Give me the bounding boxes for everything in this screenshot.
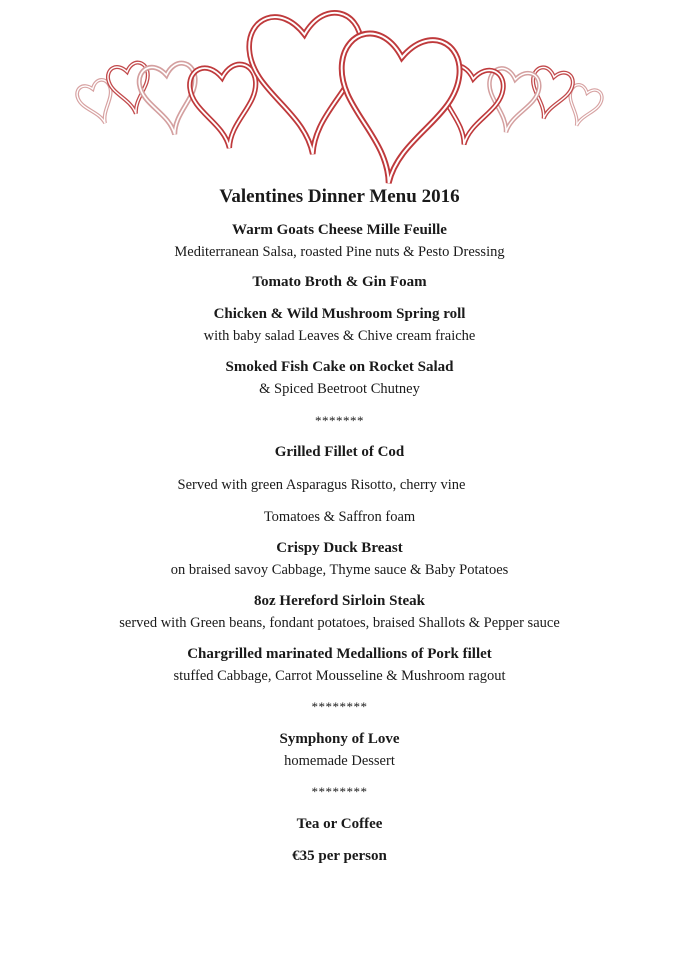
dish-description: with baby salad Leaves & Chive cream fraiche: [203, 328, 476, 344]
dish-name: Warm Goats Cheese Mille Feuille: [232, 222, 447, 238]
menu-title: Valentines Dinner Menu 2016: [219, 186, 460, 207]
dish-description: Served with green Asparagus Risotto, cherry vine: [177, 477, 466, 493]
price-line: €35 per person: [292, 848, 387, 864]
hearts-decoration: [0, 0, 679, 190]
dish-description: Tomatoes & Saffron foam: [263, 509, 416, 525]
dish-description: Mediterranean Salsa, roasted Pine nuts & Pesto Dressing: [174, 244, 505, 260]
dish-name: Chicken & Wild Mushroom Spring roll: [213, 306, 466, 322]
dish-description: served with Green beans, fondant potatoes, braised Shallots & Pepper sauce: [119, 615, 560, 631]
dish-description: & Spiced Beetroot Chutney: [259, 381, 420, 397]
heart-icon: [188, 63, 262, 152]
heart-icon: [75, 78, 121, 129]
dish-name: Crispy Duck Breast: [276, 540, 403, 556]
dessert-description: homemade Dessert: [284, 753, 395, 769]
section-separator: *******: [315, 413, 364, 428]
dish-name: Chargrilled marinated Medallions of Pork fillet: [187, 646, 492, 662]
dish-name: Grilled Fillet of Cod: [274, 444, 405, 460]
section-separator: ********: [311, 699, 368, 714]
heart-icon: [330, 31, 463, 189]
dish-name: Tomato Broth & Gin Foam: [252, 274, 427, 290]
dish-name: 8oz Hereford Sirloin Steak: [254, 593, 425, 609]
drinks-line: Tea or Coffee: [296, 816, 383, 832]
heart-icon: [561, 83, 604, 131]
section-separator: ********: [311, 784, 368, 799]
dish-name: Smoked Fish Cake on Rocket Salad: [225, 359, 454, 375]
dish-description: stuffed Cabbage, Carrot Mousseline & Mushroom ragout: [173, 668, 506, 684]
dish-description: on braised savoy Cabbage, Thyme sauce & Baby Potatoes: [170, 562, 509, 578]
dessert-name: Symphony of Love: [279, 731, 400, 747]
